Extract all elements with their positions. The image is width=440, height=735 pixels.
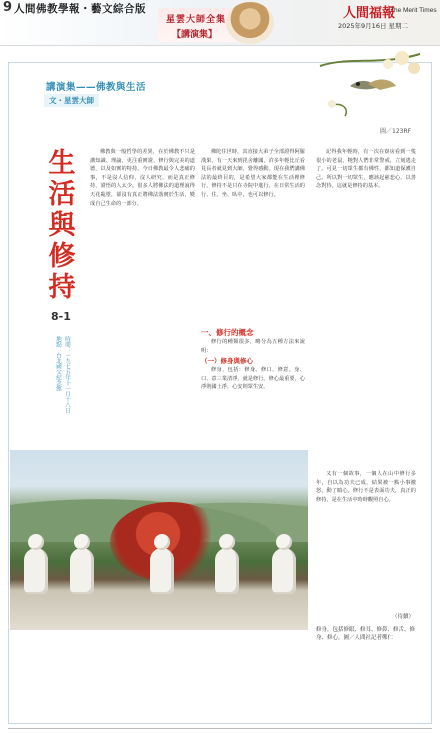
statue xyxy=(70,548,94,594)
article-column-2b xyxy=(201,366,305,452)
subsection-heading: （一）修身與修心 xyxy=(201,357,253,365)
article-column-2 xyxy=(201,148,305,324)
section-heading: 一、修行的概念 xyxy=(201,328,254,337)
statue xyxy=(272,548,296,594)
article-kicker: 講演集——佛教與生活 xyxy=(46,82,147,93)
author-portrait xyxy=(226,2,274,44)
installment-number: 8-1 xyxy=(51,310,71,323)
illustration-credit: 圖／123RF xyxy=(380,128,412,135)
statue xyxy=(150,548,174,594)
title-char: 活 xyxy=(48,179,76,210)
page-number: 9 xyxy=(3,0,13,15)
article-column-2a xyxy=(201,338,305,356)
body-paragraph: 修行的種類很多，略分為五種方法來說明： xyxy=(201,339,305,354)
lecture-venue: 地點：台北國父紀念館 xyxy=(55,336,61,391)
title-char: 生 xyxy=(48,148,76,179)
brand-logo: 人間福報 xyxy=(343,6,396,21)
issue-date: 2025年9月16日 星期二 xyxy=(338,22,409,30)
to-be-continued: （待續） xyxy=(392,614,415,620)
series-subtitle: 【講演集】 xyxy=(172,30,218,40)
brand-english: The Merit Times xyxy=(390,7,437,14)
body-paragraph: 佛教與一般哲學的差異，在於佛教不只是講知識、理論，更注重實證、修行與完美的道德，以及如實的特持。今日佛教最令人悲痛的事，不是沒人信仰，沒人研究，而是真正修持、證悟的人太少。很多人將佛法的道理說得天花亂墜，卻沒有真正將佛法落實於生活，變成自己生命的一部分。 xyxy=(90,149,195,207)
floral-bird-illustration xyxy=(310,46,432,146)
series-title: 星雲大師全集 xyxy=(166,15,227,25)
statue xyxy=(24,548,48,594)
lecture-time: 時間：一九七五年十一月十八日 xyxy=(64,336,70,413)
newspaper-header xyxy=(0,0,440,46)
article-byline: 文・星雲大師 xyxy=(44,94,99,107)
article-title xyxy=(47,148,77,303)
section-title: 人間佛教學報・藝文綜合版 xyxy=(14,3,146,15)
buddha-statues-photo xyxy=(10,450,308,630)
body-paragraph: 佛陀住世時，其直接大弟子全部證得阿羅漢果，有一天來到毘舍離國，許多年輕比丘看見長者就見到大師，覺得感動。現在我們講佛法的最終目的，是希望大家都能在生活裡修行，修持不是只在寺院中進行，在日常生活的行、住、坐、臥中，也可以修行。 xyxy=(201,149,305,198)
statue xyxy=(215,548,239,594)
body-paragraph: 記得我年輕時，有一次在寮房看到一隻很小的老鼠，牠對人們非常警戒，立刻逃走了。可見一切眾生都有佛性，都知道保護自己。所以對一切眾生，應該起慈悲心，以善念對待。這就是修持的基本。 xyxy=(316,149,416,190)
title-char: 與 xyxy=(48,210,76,241)
article-column-1 xyxy=(90,148,195,448)
article-column-3 xyxy=(316,148,416,466)
body-paragraph: 又有一個故事，一個人在山中修行多年，自以為功夫已成，結果被一點小事激怒，動了瞋心。修行不是表面功夫，真正的修持，是在生活中時時觀照自心。 xyxy=(316,471,416,503)
page-divider xyxy=(8,728,432,729)
body-paragraph: 修身，包括：修身、修口、修意。身、口、意三業清淨，就是修行。修心最重要，心淨則國土淨，心安則眾生安。 xyxy=(201,367,305,391)
title-char: 修 xyxy=(48,241,76,272)
photo-caption: 修身，包括修眼、修耳、修鼻、修舌、修身、修心。圖／人間社記者鄭仁 xyxy=(316,627,416,641)
article-column-4 xyxy=(316,470,416,620)
title-char: 持 xyxy=(48,272,76,303)
